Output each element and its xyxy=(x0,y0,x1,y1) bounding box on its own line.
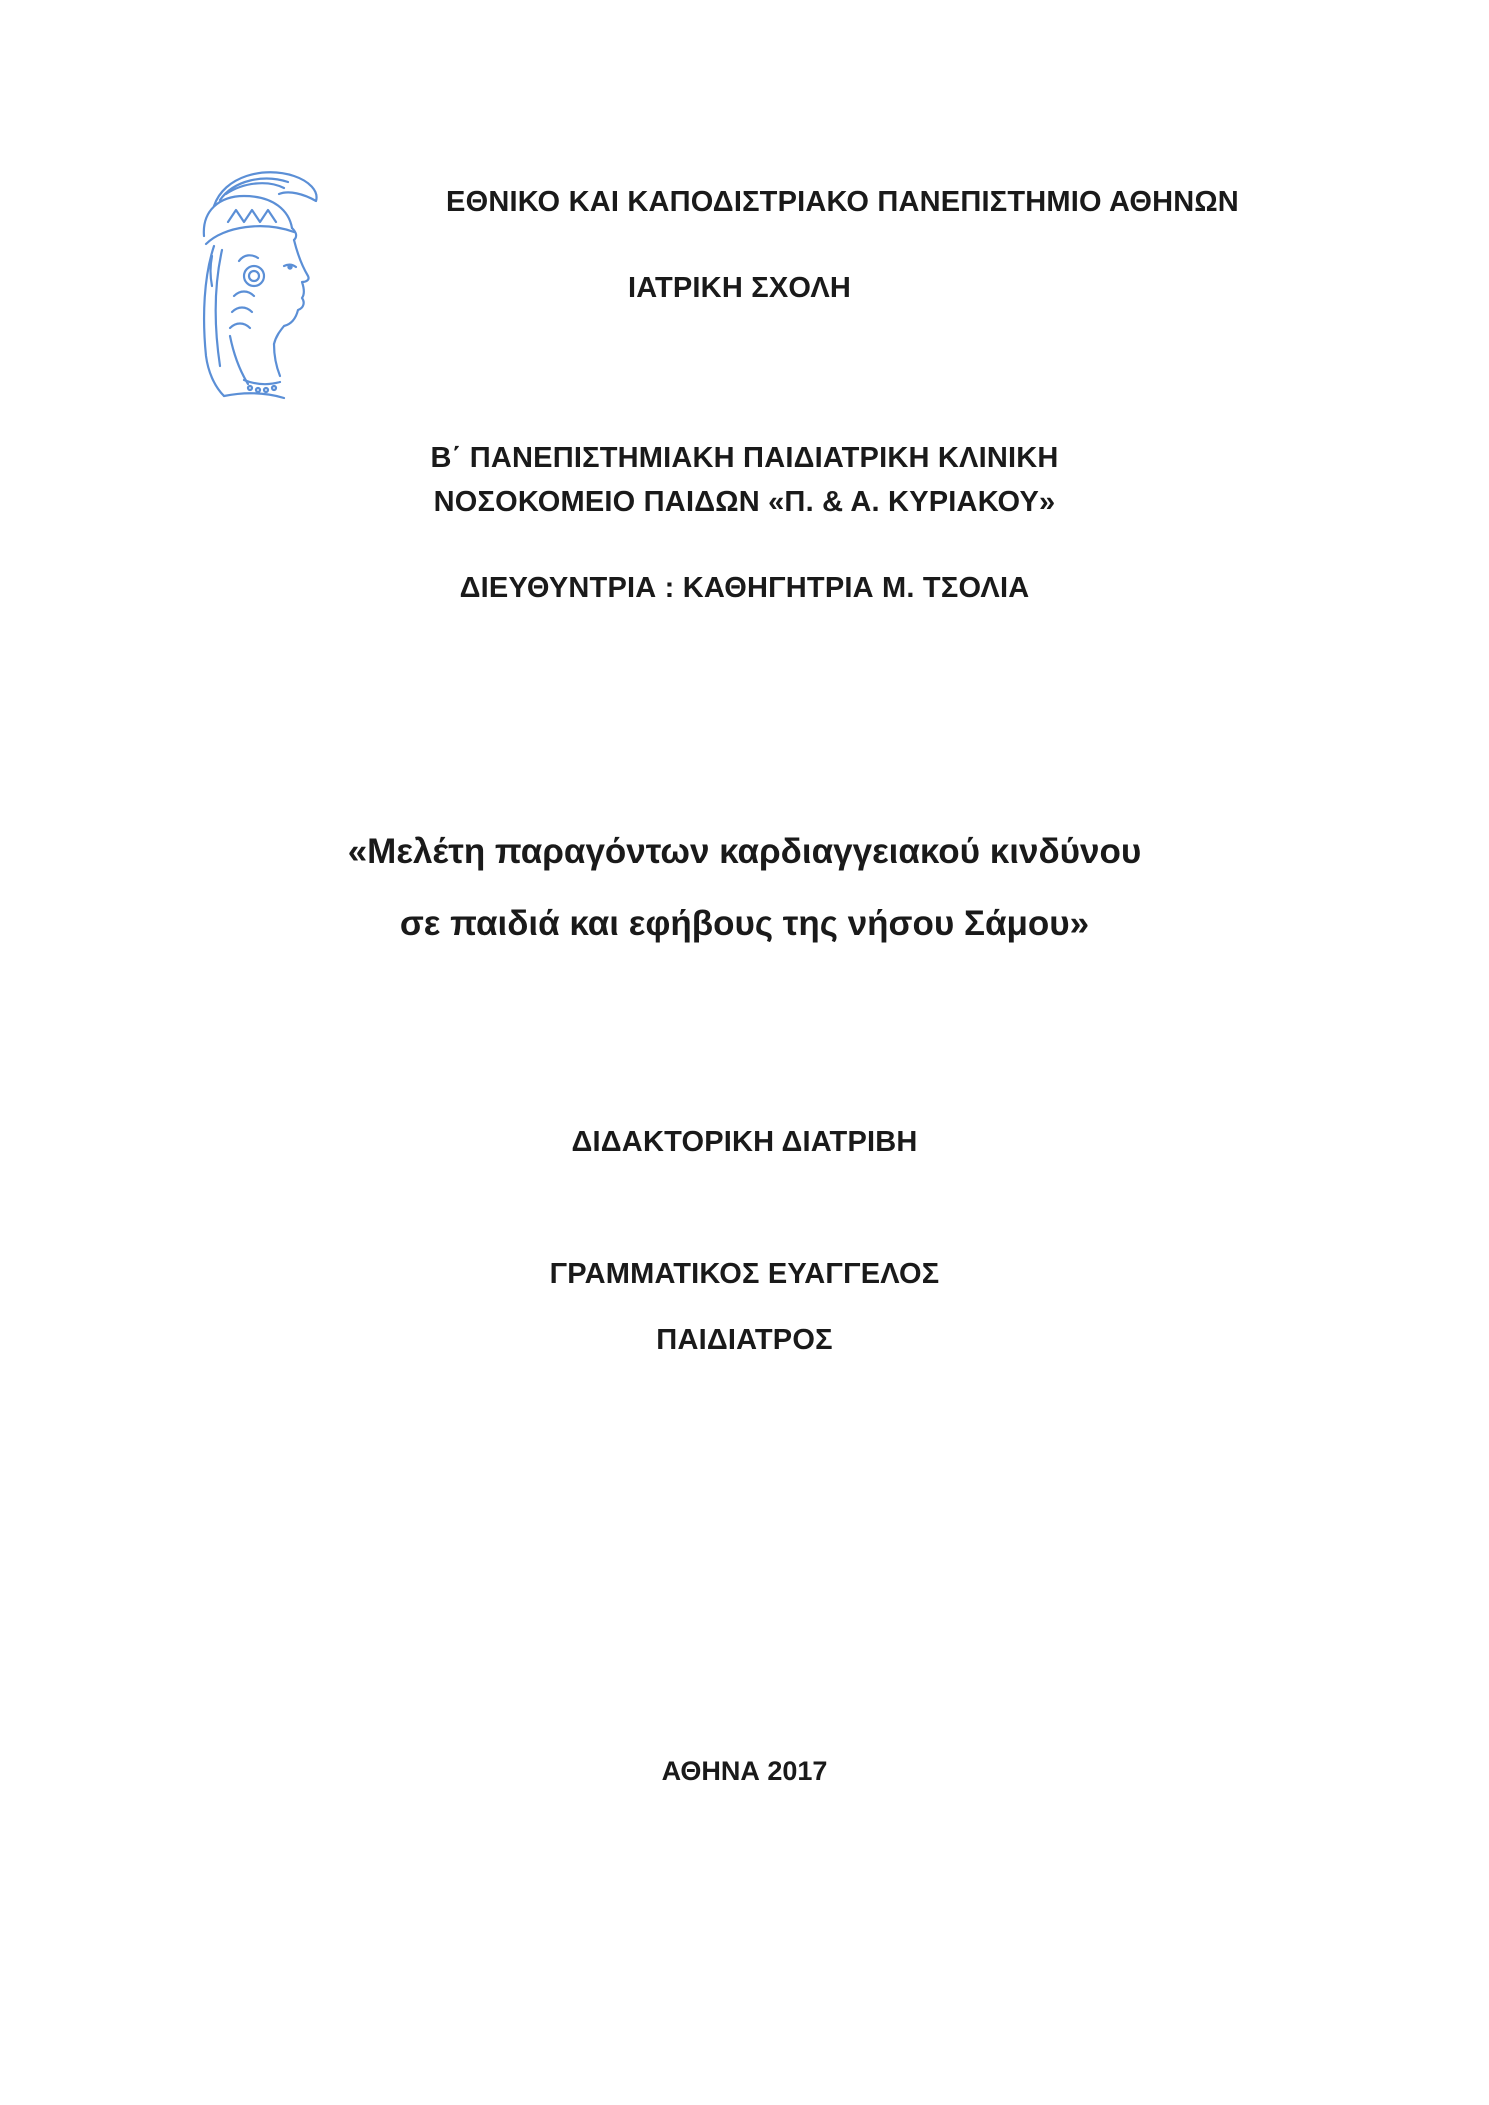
thesis-type: ΔΙΔΑΚΤΟΡΙΚΗ ΔΙΑΤΡΙΒΗ xyxy=(571,1126,918,1158)
director-line: ΔΙΕΥΘΥΝΤΡΙΑ : ΚΑΘΗΓΗΤΡΙΑ Μ. ΤΣΟΛΙΑ xyxy=(459,572,1030,604)
thesis-title-line-2: σε παιδιά και εφήβους της νήσου Σάμου» xyxy=(399,904,1090,943)
school-name: ΙΑΤΡΙΚΗ ΣΧΟΛΗ xyxy=(627,272,852,304)
place-year: ΑΘΗΝΑ 2017 xyxy=(661,1756,828,1786)
hospital-name: ΝΟΣΟΚΟΜΕΙΟ ΠΑΙΔΩΝ «Π. & Α. ΚΥΡΙΑΚΟΥ» xyxy=(433,486,1056,518)
clinic-name: Β΄ ΠΑΝΕΠΙΣΤΗΜΙΑΚΗ ΠΑΙΔΙΑΤΡΙΚΗ ΚΛΙΝΙΚΗ xyxy=(430,442,1059,474)
thesis-title-line-1: «Μελέτη παραγόντων καρδιαγγειακού κινδύνου xyxy=(347,832,1142,871)
author-name: ΓΡΑΜΜΑΤΙΚΟΣ ΕΥΑΓΓΕΛΟΣ xyxy=(549,1258,940,1290)
author-role: ΠΑΙΔΙΑΤΡΟΣ xyxy=(656,1324,833,1356)
university-name: ΕΘΝΙΚΟ ΚΑΙ ΚΑΠΟΔΙΣΤΡΙΑΚΟ ΠΑΝΕΠΙΣΤΗΜΙΟ ΑΘΗΝΩΝ xyxy=(446,186,1239,218)
